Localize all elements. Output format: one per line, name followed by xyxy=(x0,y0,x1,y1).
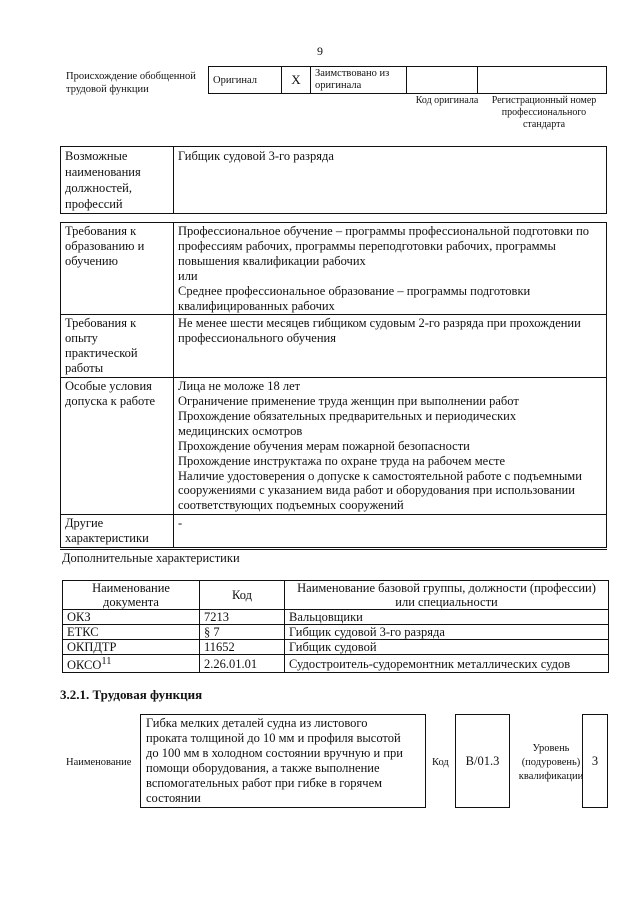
requirement-label: Особые условия допуска к работе xyxy=(61,378,174,515)
function-name-line: помощи оборудования, а также выполнение xyxy=(146,761,380,775)
document-cell xyxy=(63,640,200,655)
requirement-line: Лица не моложе 18 лет xyxy=(178,379,301,394)
function-name-line: до 100 мм в холодном состоянии вручную и при xyxy=(146,746,403,760)
group-name-cell: Судостроитель-судоремонтник металлических судов xyxy=(285,655,609,673)
requirement-label: Требования к образованию и обучению xyxy=(61,223,174,315)
requirement-value xyxy=(174,223,607,315)
function-name-box xyxy=(140,714,426,808)
header-group: Наименование базовой группы, должности (профессии) или специальности xyxy=(285,581,609,610)
code-cell: 2.26.01.01 xyxy=(200,655,285,673)
requirement-line: профессиям рабочих, программы переподготовки рабочих, программы xyxy=(178,238,556,253)
footnote-ref: 11 xyxy=(101,656,112,667)
function-name-line: проката толщиной до 10 мм и профиля высотой xyxy=(146,731,401,745)
table-row xyxy=(63,655,609,673)
document-cell xyxy=(63,625,200,640)
requirement-line: Среднее профессиональное образование – программы подготовки xyxy=(178,283,531,298)
page-number: 9 xyxy=(317,44,323,58)
requirement-row xyxy=(61,223,607,315)
original-cell: Оригинал xyxy=(209,67,282,94)
function-heading: 3.2.1. Трудовая функция xyxy=(60,687,203,702)
requirement-label: Требования к опыту практической работы xyxy=(61,315,174,378)
requirement-line: Наличие удостоверения о допуске к самостоятельной работе с подъемными xyxy=(178,468,582,483)
requirement-line: Ограничение применение труда женщин при выполнении работ xyxy=(178,393,519,408)
table-row xyxy=(63,640,609,655)
header-document: Наименование документа xyxy=(63,581,200,610)
requirement-line: соответствующих подъемных сооружений xyxy=(178,498,404,513)
positions-table xyxy=(60,146,607,214)
document-name: ОКПДТР xyxy=(67,640,117,654)
header-code: Код xyxy=(200,581,285,610)
requirement-line: Прохождение обязательных предварительных и периодических xyxy=(178,408,517,423)
table-row xyxy=(63,625,609,640)
requirement-line: сооружениями с указанием вида работ и оборудования при использовании xyxy=(178,483,575,498)
document-name: ОКСО xyxy=(67,658,102,673)
document-name: ОКЗ xyxy=(67,610,91,624)
requirement-row xyxy=(61,315,607,378)
table-row xyxy=(63,610,609,625)
requirement-row xyxy=(61,515,607,549)
function-name-line: состоянии xyxy=(146,791,201,805)
document-name: ЕТКС xyxy=(67,625,99,639)
function-name-line: Гибка мелких деталей судна из листового xyxy=(146,716,368,730)
requirement-value xyxy=(174,515,607,549)
requirement-value xyxy=(174,315,607,378)
requirement-line: медицинских осмотров xyxy=(178,423,303,438)
registration-caption: Регистрационный номер профессионального стандарта xyxy=(491,95,597,130)
qualification-level-box: 3 xyxy=(582,714,608,808)
requirement-label: Другие характеристики xyxy=(61,515,174,549)
requirement-row xyxy=(61,378,607,515)
requirements-table xyxy=(60,222,607,550)
original-code-cell xyxy=(407,67,478,94)
function-name-line: вспомогательных работ при гибке в горячем xyxy=(146,776,383,790)
requirement-line: или xyxy=(178,268,198,283)
document-cell xyxy=(63,655,200,673)
requirement-line: Прохождение инструктажа по охране труда на рабочем месте xyxy=(178,453,506,468)
function-name-label: Наименование xyxy=(66,757,132,768)
origin-table xyxy=(208,66,607,94)
code-cell: 11652 xyxy=(200,640,285,655)
original-mark: X xyxy=(282,67,311,94)
positions-label: Возможные наименования должностей, профессий xyxy=(61,147,174,214)
requirement-line: Прохождение обучения мерам пожарной безопасности xyxy=(178,438,470,453)
requirement-line: Профессиональное обучение – программы профессиональной подготовки по xyxy=(178,224,590,238)
additional-title: Дополнительные характеристики xyxy=(62,551,240,565)
qualification-level-label: Уровень (подуровень) квалификации xyxy=(518,743,584,782)
additional-table xyxy=(62,580,609,673)
requirement-line: профессионального обучения xyxy=(178,331,336,346)
requirement-line: Не менее шести месяцев гибщиком судовым 2-го разряда при прохождении xyxy=(178,316,581,331)
borrowed-cell: Заимствовано из оригинала xyxy=(311,67,407,94)
function-code-label: Код xyxy=(432,757,449,768)
code-caption: Код оригинала xyxy=(415,95,479,106)
requirement-line: квалифицированных рабочих xyxy=(178,298,335,313)
group-name-cell: Гибщик судовой 3-го разряда xyxy=(285,625,609,640)
requirement-line: - xyxy=(178,516,183,531)
document-cell xyxy=(63,610,200,625)
origin-label: Происхождение обобщенной трудовой функции xyxy=(66,71,196,95)
positions-value: Гибщик судовой 3-го разряда xyxy=(174,147,607,214)
requirement-value xyxy=(174,378,607,515)
code-cell: 7213 xyxy=(200,610,285,625)
registration-number-cell xyxy=(478,67,607,94)
group-name-cell: Гибщик судовой xyxy=(285,640,609,655)
group-name-cell: Вальцовщики xyxy=(285,610,609,625)
requirement-line: повышения квалификации рабочих xyxy=(178,253,366,268)
code-cell: § 7 xyxy=(200,625,285,640)
function-code-box: B/01.3 xyxy=(455,714,510,808)
